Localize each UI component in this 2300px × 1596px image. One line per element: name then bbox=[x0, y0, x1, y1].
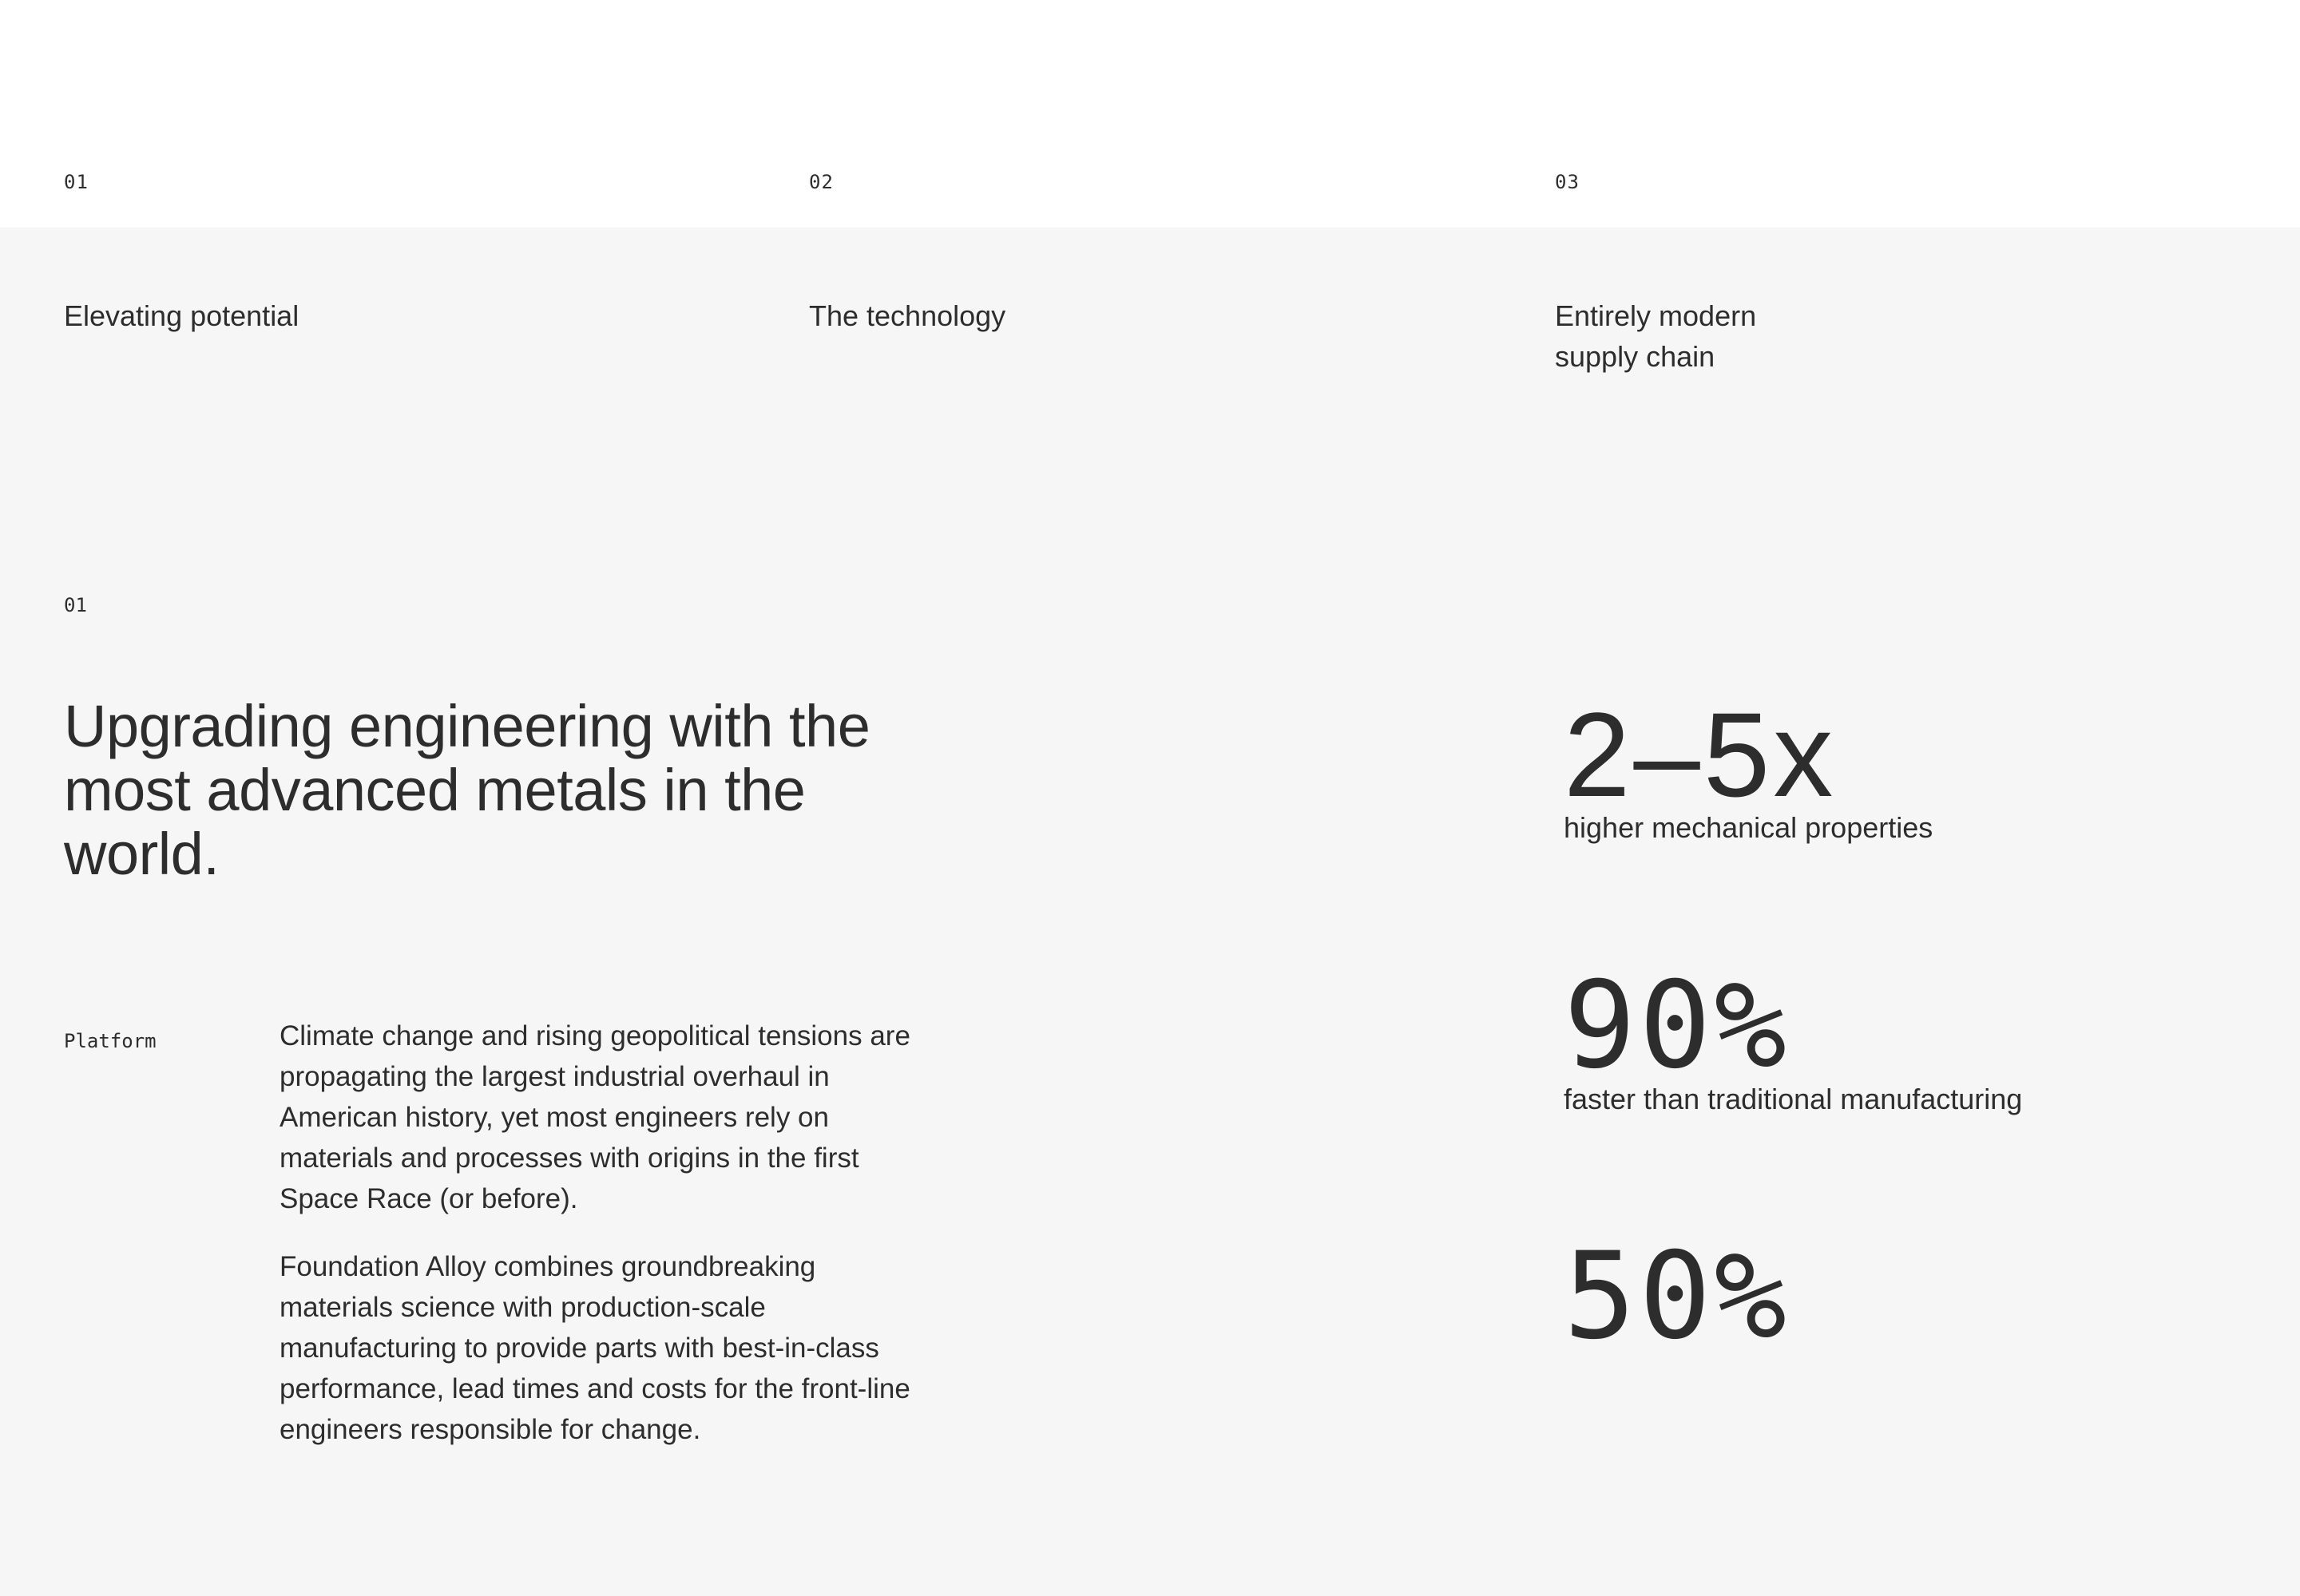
nav-item-elevating-potential[interactable]: Elevating potential bbox=[64, 299, 299, 332]
nav-item-number-3: 03 bbox=[1555, 171, 1580, 193]
body-paragraph-2: Foundation Alloy combines groundbreaking materials science with production-scale manufacturing to provide parts with best-in-class performance, lead times and costs for the front-line engineers responsible for change. bbox=[280, 1251, 910, 1445]
platform-label: Platform bbox=[64, 1030, 157, 1052]
nav-item-number-1: 01 bbox=[64, 171, 89, 193]
nav-item-the-technology[interactable]: The technology bbox=[809, 299, 1006, 332]
nav-item-supply-chain[interactable]: Entirely modern supply chain bbox=[1555, 299, 1757, 373]
stat-value: 90% bbox=[1564, 956, 1790, 1095]
body-copy bbox=[280, 1016, 934, 1477]
stat-cost bbox=[1564, 1227, 2203, 1366]
stat-value: 2–5x bbox=[1564, 687, 1837, 822]
nav-item-number-2: 02 bbox=[809, 171, 834, 193]
stat-mechanical bbox=[1564, 687, 2203, 846]
stat-value: 50% bbox=[1564, 1227, 1790, 1366]
top-strip bbox=[0, 0, 2300, 228]
stat-speed bbox=[1564, 956, 2203, 1118]
stat-caption: faster than traditional manufacturing bbox=[1564, 1083, 2023, 1115]
body-paragraph-1: Climate change and rising geopolitical tensions are propagating the largest industrial overhaul in American history, yet most engineers rely on materials and processes with origins in the first Space Race (or before). bbox=[280, 1020, 910, 1214]
section-headline: Upgrading engineering with the most advanced metals in the world. bbox=[64, 693, 870, 887]
stat-caption: higher mechanical properties bbox=[1564, 811, 1933, 844]
section-number: 01 bbox=[64, 594, 87, 616]
